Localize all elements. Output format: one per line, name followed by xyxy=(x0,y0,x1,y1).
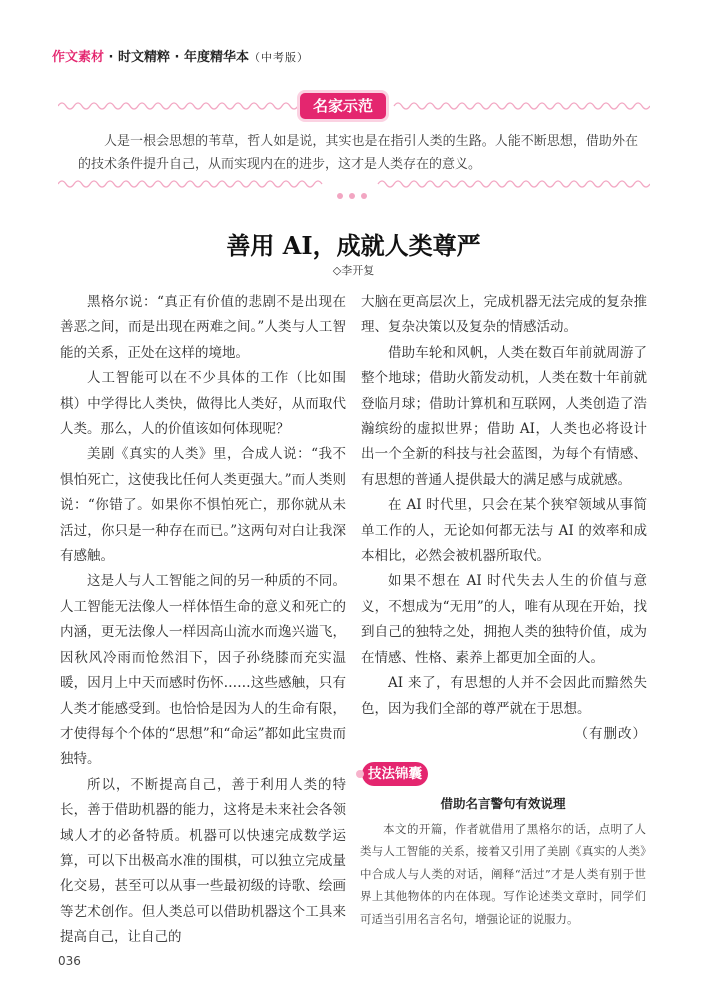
article-paragraph: 借助车轮和风帆，人类在数百年前就周游了整个地球；借助火箭发动机，人类在数十年前就登临月球；借助计算机和互联网，人类创造了浩瀚缤纷的虚拟世界；借助 AI，人类也必将设计出一个全新的科技与社会蓝图，为每个有情感、有思想的普通人提供最大的满足感与成就感。 xyxy=(361,344,647,488)
article-author: ◇李开复 xyxy=(332,264,375,277)
header-series: · 时文精粹 · 年度精华本 xyxy=(104,50,249,65)
running-header xyxy=(52,46,309,65)
tip-title: 借助名言警句有效说理 xyxy=(440,796,566,811)
article-title: 善用 AI，成就人类尊严 xyxy=(226,231,481,260)
article-paragraph: 人工智能可以在不少具体的工作（比如围棋）中学得比人类快，做得比人类好，从而取代人类。那么，人的价值该如何体现呢？ xyxy=(60,370,346,438)
edit-note: （有删改） xyxy=(574,725,647,742)
article-paragraph: 在 AI 时代里，只会在某个狭窄领域从事简单工作的人，无论如何都无法与 AI 的效率和成本相比，必然会被机器所取代。 xyxy=(361,497,647,565)
section-badge: 名家示范 xyxy=(300,93,386,119)
article-paragraph: 如果不想在 AI 时代失去人生的价值与意义，不想成为“无用”的人，唯有从现在开始，找到自己的独特之处，拥抱人类的独特价值，成为在情感、性格、素养上都更加全面的人。 xyxy=(361,573,647,666)
article-paragraph: 美剧《真实的人类》里，合成人说：“我不惧怕死亡，这使我比任何人类更强大。”而人类则说：“你错了。如果你不惧怕死亡，那你就从未活过，你只是一种存在而已。”这两句对白让我深有感触。 xyxy=(60,446,346,565)
article-paragraph: 所以，不断提高自己，善于利用人类的特长，善于借助机器的能力，这将是未来社会各领域人才的必备特质。机器可以快速完成数学运算，可以下出极高水准的围棋，可以独立完成量化交易，甚至可以从事一些最初级的诗歌、绘画等艺术创作。但人类总可以借助机器这个工具来提高自己，让自己的 xyxy=(60,776,346,946)
article-paragraph: 这是人与人工智能之间的另一种质的不同。人工智能无法像人一样体悟生命的意义和死亡的内涵，更无法像人一样因高山流水而逸兴遄飞，因秋风冷雨而怆然泪下，因子孙绕膝而充实温暖，因月上中天而感时伤怀……这些感触，只有人类才能感受到。也恰恰是因为人的生命有限，才使得每个个体的“思想”和“命运”都如此宝贵而独特。 xyxy=(60,573,346,768)
page-number: 036 xyxy=(58,954,81,968)
article-left-column xyxy=(60,290,346,951)
divider-dots xyxy=(334,184,370,203)
article-paragraph: AI 来了，有思想的人并不会因此而黯然失色，因为我们全部的尊严就在于思想。 xyxy=(361,675,647,717)
tip-body: 本文的开篇，作者就借用了黑格尔的话，点明了人类与人工智能的关系，接着又引用了美剧《真实的人类》中合成人与人类的对话，阐释“活过”才是人类有别于世界上其他物体的内在体现。写作论述类文章时，同学们可适当引用名言名句，增强论证的说服力。 xyxy=(360,822,646,926)
article-paragraph-continued: 大脑在更高层次上，完成机器无法完成的复杂推理、复杂决策以及复杂的情感活动。 xyxy=(361,294,647,336)
article-paragraph: 黑格尔说：“真正有价值的悲剧不是出现在善恶之间，而是出现在两难之间。”人类与人工智能的关系，正处在这样的境地。 xyxy=(60,294,346,361)
article-right-column xyxy=(361,290,647,747)
header-category: 作文素材 xyxy=(52,50,105,65)
tip-badge: 技法锦囊 xyxy=(362,762,428,786)
intro-paragraph: 人是一根会思想的苇草，哲人如是说，其实也是在指引人类的生路。人能不断思想，借助外在的技术条件提升自己，从而实现内在的进步，这才是人类存在的意义。 xyxy=(78,134,638,172)
header-edition: （中考版） xyxy=(249,51,309,64)
